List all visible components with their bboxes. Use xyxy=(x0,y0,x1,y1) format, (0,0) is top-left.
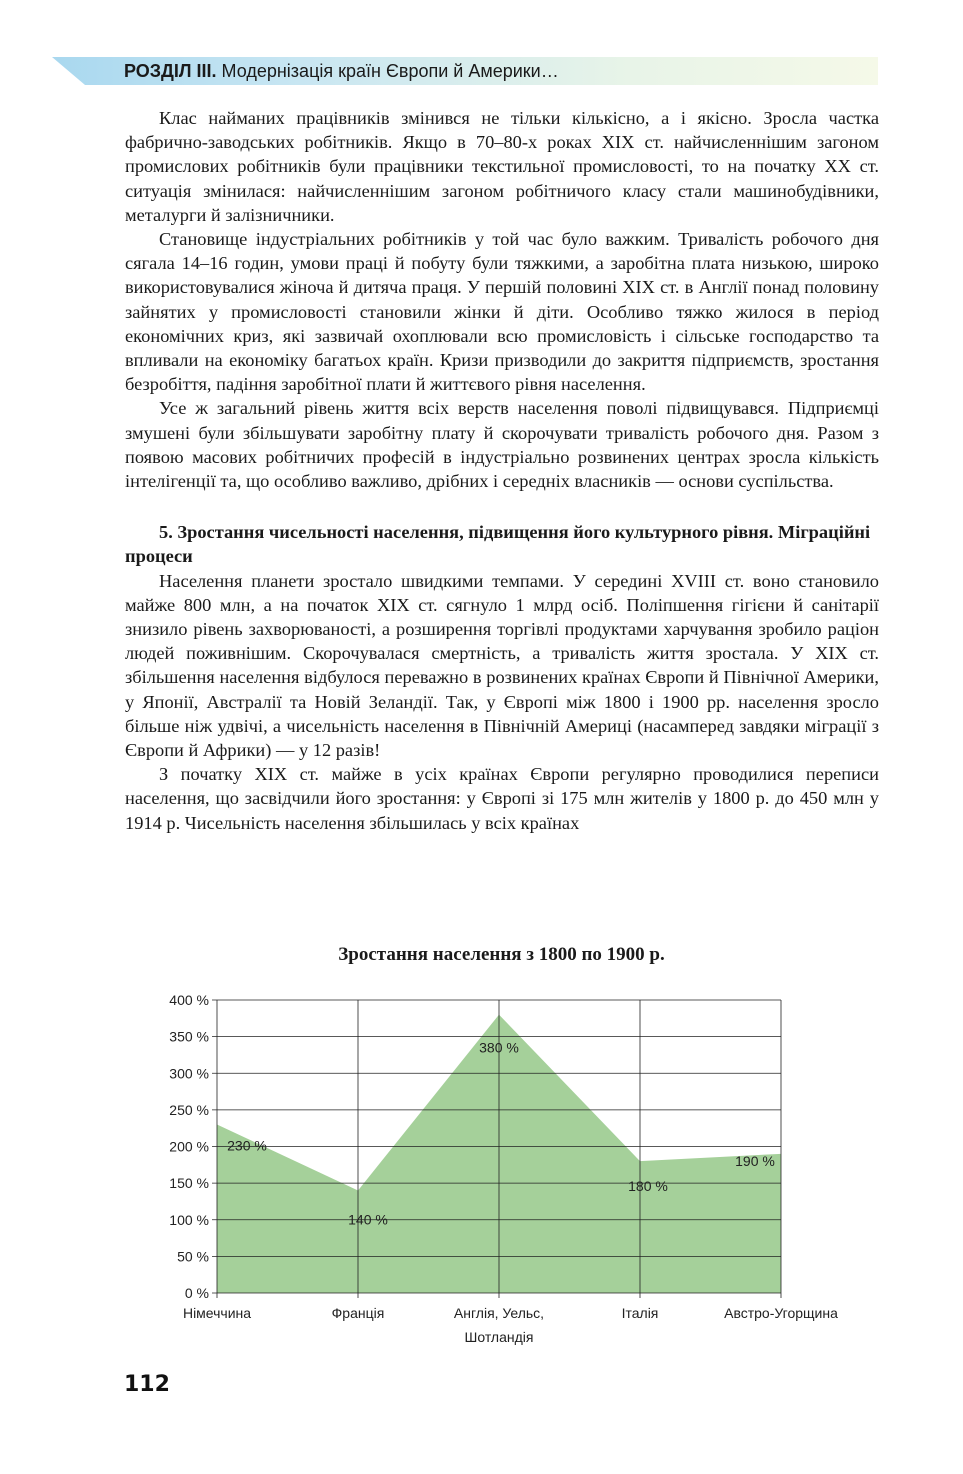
y-tick-label: 150 % xyxy=(169,1175,209,1192)
y-tick-label: 300 % xyxy=(169,1065,209,1082)
section-label: РОЗДІЛ ІІІ. xyxy=(124,61,217,81)
section-heading-text: Зростання чисельності населення, підвищення його культурного рівня. Міграційні процеси xyxy=(125,522,871,567)
paragraph: Усе ж загальний рівень життя всіх верств населення поволі підвищувався. Підприємці змушені були збільшувати заробітну плату й скорочувати тривалість робочого дня. Разом з появою масових робітничих професій в індустріально розвинених центрах зросла кількість інтелігенції та, що особливо важливо, дрібних і середніх власників — основи суспільства. xyxy=(125,398,879,492)
paragraph: Населення планети зростало швидкими темпами. У середині XVIII ст. воно становило майже 800 млн, а на початок XIX ст. сягнуло 1 млрд осіб. Поліпшення гігієни й санітарії знизило рівень захворюваності, а розширення торгівлі продуктами харчування зробило раціон людей поживнішим. Скорочувалася смертність, а тривалість життя зростала. У XIX ст. збільшення населення відбулося переважно в розвинених країнах Європи й Північної Америки, у Японії, Австралії та Новій Зеландії. Так, у Європі між 1800 і 1900 рр. населення зросло більше ніж удвічі, а чисельність населення в Північній Америці (насамперед завдяки міграції з Європи й Африки) — у 12 разів! xyxy=(125,570,879,761)
paragraph: Становище індустріальних робітників у той час було важким. Тривалість робочого дня сягала 14–16 годин, умови праці й побуту були тяжкими, а заробітна плата низькою, широко використовувалися жіноча й дитяча праця. У першій половині XIX ст. в Англії понад половину зайнятих у промисловості становили жінки й діти. Особливо тяжко жилося в період економічних криз, які зазвичай охоплювали всю промисловість і сільське господарство та впливали на економіку багатьох країн. Кризи призводили до закриття підприємств, зростання безробіття, падіння заробітної плати й життєвого рівня населення. xyxy=(125,229,879,395)
chart-title: Зростання населення з 1800 по 1900 р. xyxy=(338,944,665,965)
y-tick-label: 100 % xyxy=(169,1211,209,1228)
paragraph: З початку XIX ст. майже в усіх країнах Європи регулярно проводилися переписи населення, що засвідчили його зростання: у Європі зі 175 млн жителів у 1800 р. до 450 млн у 1914 р. Чисельність населення збільшилась у всіх країнах xyxy=(125,764,879,833)
x-tick-label: Італія xyxy=(621,1305,659,1321)
data-label: 230 % xyxy=(227,1137,267,1154)
page-number: 112 xyxy=(124,1372,170,1397)
data-label: 180 % xyxy=(628,1178,668,1195)
x-tick-label: Німеччина xyxy=(182,1305,252,1321)
y-tick-label: 50 % xyxy=(177,1248,209,1265)
y-tick-label: 250 % xyxy=(169,1101,209,1118)
x-tick-label: Франція xyxy=(331,1305,385,1321)
y-tick-label: 400 % xyxy=(169,992,209,1008)
y-tick-label: 350 % xyxy=(169,1028,209,1045)
data-label: 380 % xyxy=(479,1039,519,1056)
x-tick-label: Шотландія xyxy=(464,1329,534,1345)
y-tick-label: 200 % xyxy=(169,1138,209,1155)
paragraph: Клас найманих працівників змінився не тільки кількісно, а і якісно. Зросла частка фабрично-заводських робітників. Якщо в 70–80-х роках XIX ст. найчисленнішим загоном промислових робітників були працівники текстильної промисловості, то на початку XX ст. ситуація змінилася: найчисленнішим загоном робітничого класу стали машинобудівники, металурги й залізничники. xyxy=(125,108,879,225)
section-number: 5. xyxy=(159,522,173,543)
data-label: 140 % xyxy=(348,1211,388,1228)
data-label: 190 % xyxy=(735,1152,775,1169)
x-tick-label: Австро-Угорщина xyxy=(724,1305,838,1321)
section-title: Модернізація країн Європи й Америки… xyxy=(221,61,559,81)
x-tick-label: Англія, Уельс, xyxy=(453,1305,545,1321)
y-tick-label: 0 % xyxy=(184,1285,209,1301)
